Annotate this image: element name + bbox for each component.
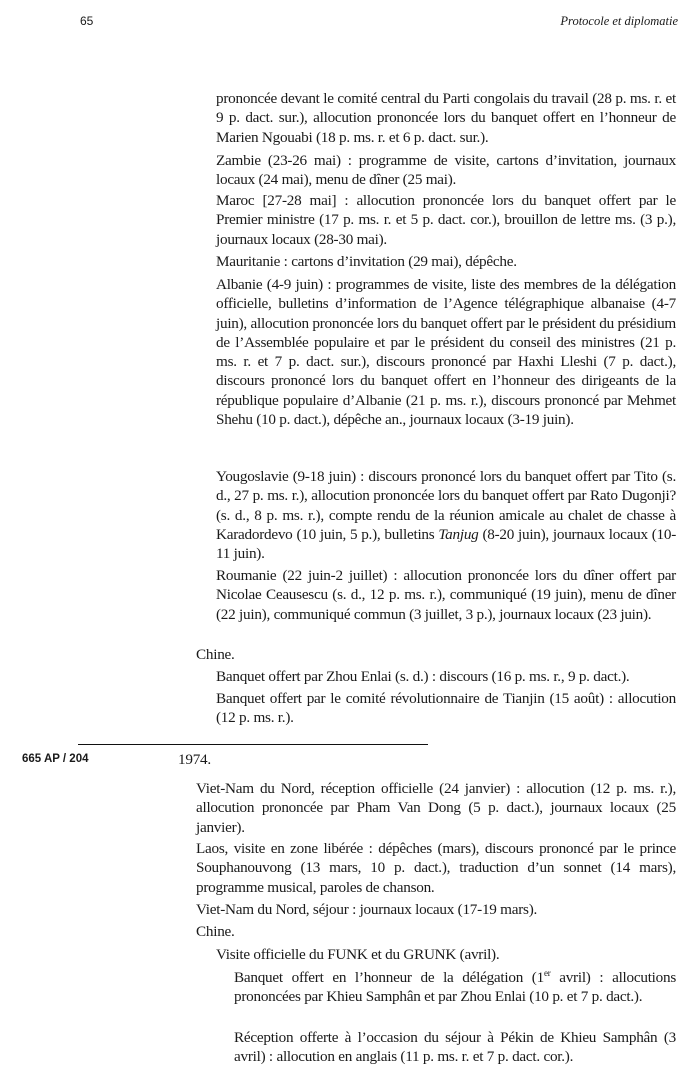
entry-laos: Laos, visite en zone libérée : dépêches (mars), discours prononcé par le prince Souphanouvong (13 mars, 10 p. dact.), traduction d’un sonnet (14 mars), programme musical, paroles de chanson. — [196, 840, 676, 896]
entry-albanie: Albanie (4-9 juin) : programmes de visite, liste des membres de la délégation officielle, bulletins d’information de l’Agence télégraphique albanaise (4-7 juin), allocution prononcée lors du banquet offert par le président du présidium de l’Assemblée populaire et par le président du conseil des ministres (21 p. ms. r. et 7 p. dact. sur.), discours prononcé par Haxhi Lleshi (7 p. dact.), discours prononcé lors du banquet offert en l’honneur des dirigeants de la république populaire d’Albanie (21 p. ms. r.), discours prononcé par Mehmet Shehu (10 p. dact.), dépêche an., journaux locaux (3-19 juin). — [216, 276, 676, 429]
entry-mauritanie: Mauritanie : cartons d’invitation (29 mai), dépêche. — [216, 253, 517, 270]
entry-banquet-delegation — [234, 968, 676, 1007]
banquet-text-2: avril) : allocutions prononcées par Khieu Samphân et par Zhou Enlai (10 p. et 7 p. dact.). — [234, 969, 676, 1006]
entry-yougoslavie — [216, 467, 676, 563]
entry-visite-funk: Visite officielle du FUNK et du GRUNK (avril). — [216, 946, 500, 963]
entry-vietnam-sejour: Viet-Nam du Nord, séjour : journaux locaux (17-19 mars). — [196, 901, 538, 918]
yougoslavie-text-1: Yougoslavie (9-18 juin) : discours prononcé lors du banquet offert par Tito (s. d., 27 p. ms. r.), allocution prononcée lors du banquet offert par Rato Dugonji? (s. d., 8 p. ms. r.), compte rendu de la réunion amicale au chalet de chasse à Karadordevo (10 juin, 5 p.), bulletins — [216, 468, 676, 543]
entry-reception-pekin: Réception offerte à l’occasion du séjour à Pékin de Khieu Samphân (3 avril) : allocution en anglais (11 p. ms. r. et 7 p. dact. cor.). — [234, 1029, 676, 1066]
page-number: 65 — [80, 14, 94, 28]
entry-continuation: prononcée devant le comité central du Parti congolais du travail (28 p. ms. r. et 9 p. dact. sur.), allocution prononcée lors du banquet offert en l’honneur de Marien Ngouabi (18 p. ms. r. et 6 p. dact. sur.). — [216, 90, 676, 146]
chine-heading-1: Chine. — [196, 646, 235, 663]
entry-chine-banquet: Banquet offert par Zhou Enlai (s. d.) : discours (16 p. ms. r., 9 p. dact.). — [216, 668, 630, 685]
running-title: Protocole et diplomatie — [560, 14, 678, 28]
entry-chine-tianjin: Banquet offert par le comité révolutionnaire de Tianjin (15 août) : allocution (12 p. ms. r.). — [216, 690, 676, 727]
chine-heading-2: Chine. — [196, 923, 235, 940]
entry-roumanie: Roumanie (22 juin-2 juillet) : allocution prononcée lors du dîner offert par Nicolae Ceausescu (s. d., 12 p. ms. r.), communiqué (19 juin), menu de dîner (22 juin), communiqué commun (3 juillet, 3 p.), journaux locaux (23 juin). — [216, 567, 676, 623]
yougoslavie-text-2: (8-20 juin), journaux locaux (10-11 juin). — [216, 525, 677, 563]
archive-reference: 665 AP / 204 — [22, 753, 89, 765]
tanjug-title: Tanjug — [438, 525, 479, 543]
entry-zambie: Zambie (23-26 mai) : programme de visite, cartons d’invitation, journaux locaux (24 mai), menu de dîner (25 mai). — [216, 152, 676, 189]
entry-maroc: Maroc [27-28 mai] : allocution prononcée lors du banquet offert par le Premier ministre (17 p. ms. r. et 5 p. dact. cor.), brouillon de lettre ms. (3 p.), journaux locaux (28-30 mai). — [216, 192, 676, 248]
ordinal-superscript: er — [543, 967, 551, 978]
year-heading: 1974. — [178, 751, 211, 768]
entry-vietnam-reception: Viet-Nam du Nord, réception officielle (24 janvier) : allocution (12 p. ms. r.), allocution prononcée par Pham Van Dong (5 p. dact.), journaux locaux (25 janvier). — [196, 780, 676, 836]
section-divider — [78, 744, 428, 745]
banquet-text-1: Banquet offert en l’honneur de la délégation (1 — [234, 969, 544, 986]
